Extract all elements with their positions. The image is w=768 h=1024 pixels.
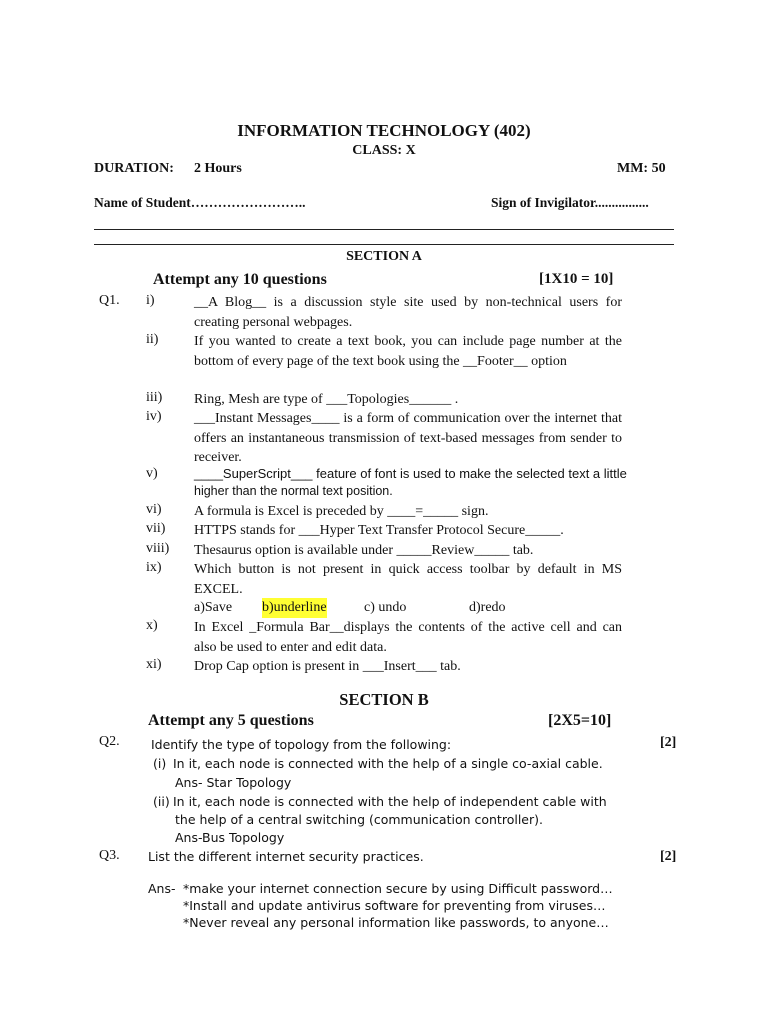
answer-text: Ans-Bus Topology — [175, 830, 285, 845]
question-text: If you wanted to create a text book, you can include page number at the bottom of every page of the text book using the __Footer__ option — [194, 334, 622, 369]
question-text: Which button is not present in quick access toolbar by default in MS EXCEL. — [194, 562, 622, 597]
question-text: ___Instant Messages____ is a form of communication over the internet that offers an instantaneous transmission of text-based messages from sender to receiver. — [194, 411, 622, 465]
answer-text: Ans- Star Topology — [175, 775, 292, 790]
question-text: Ring, Mesh are type of ___Topologies______ . — [194, 392, 459, 407]
paper-title: INFORMATION TECHNOLOGY (402) — [237, 121, 531, 140]
question-number-q2: Q2. — [99, 734, 120, 749]
option-b-highlighted: b)underline — [262, 598, 327, 618]
section-b-heading: SECTION B — [339, 690, 429, 709]
question-marks: [2] — [660, 849, 677, 864]
question-number-q3: Q3. — [99, 848, 120, 863]
class-label: CLASS: X — [352, 143, 416, 158]
question-text: __A Blog__ is a discussion style site used by non-technical users for creating personal webpages. — [194, 295, 622, 330]
answer-line: *Never reveal any personal information like passwords, to anyone… — [183, 915, 609, 930]
item-number: vi) — [146, 502, 162, 517]
item-number: i) — [146, 293, 155, 308]
question-text: A formula is Excel is preceded by ____=_____ sign. — [194, 504, 489, 519]
question-text: Identify the type of topology from the following: — [151, 737, 452, 752]
option-d: d)redo — [469, 600, 506, 615]
sub-question-number: (i) — [153, 756, 167, 771]
section-b-marks: [2X5=10] — [548, 712, 612, 729]
answer-prefix: Ans- — [148, 881, 176, 896]
sub-question-number: (ii) — [153, 794, 170, 809]
section-a-marks: [1X10 = 10] — [539, 271, 614, 287]
question-marks: [2] — [660, 735, 677, 750]
question-number-q1: Q1. — [99, 293, 120, 308]
sub-question-text: In it, each node is connected with the help of a single co-axial cable. — [173, 756, 603, 771]
invigilator-sign-field: Sign of Invigilator................ — [491, 195, 649, 210]
item-number: iv) — [146, 409, 162, 424]
section-a-instruction: Attempt any 10 questions — [153, 271, 327, 288]
sub-question-text: In it, each node is connected with the help of independent cable with — [173, 794, 607, 809]
option-c: c) undo — [364, 600, 407, 615]
student-name-field: Name of Student…………………….. — [94, 195, 306, 210]
item-number: iii) — [146, 390, 163, 405]
divider-line — [94, 244, 674, 245]
question-text: In Excel _Formula Bar__displays the contents of the active cell and can also be used to enter and edit data. — [194, 620, 622, 655]
question-text: ____SuperScript___ feature of font is used to make the selected text a little — [194, 466, 627, 481]
question-text: Thesaurus option is available under _____Review_____ tab. — [194, 543, 534, 558]
max-marks: MM: 50 — [617, 161, 666, 176]
item-number: ii) — [146, 332, 159, 347]
question-text: higher than the normal text position. — [194, 484, 393, 498]
duration-value: 2 Hours — [194, 161, 242, 176]
item-number: ix) — [146, 560, 162, 575]
item-number: v) — [146, 466, 158, 481]
answer-line: *make your internet connection secure by using Difficult password… — [183, 881, 613, 896]
section-b-instruction: Attempt any 5 questions — [148, 712, 314, 729]
item-number: vii) — [146, 521, 166, 536]
answer-line: *Install and update antivirus software for preventing from viruses… — [183, 898, 606, 913]
option-a: a)Save — [194, 600, 233, 615]
duration-label: DURATION: — [94, 161, 174, 176]
item-number: x) — [146, 618, 158, 633]
sub-question-text: the help of a central switching (communication controller). — [175, 812, 543, 827]
question-text: HTTPS stands for ___Hyper Text Transfer Protocol Secure_____. — [194, 523, 564, 538]
section-a-heading: SECTION A — [346, 249, 422, 264]
question-text: Drop Cap option is present in ___Insert___ tab. — [194, 659, 461, 674]
question-text: List the different internet security practices. — [148, 849, 424, 864]
item-number: xi) — [146, 657, 162, 672]
divider-line — [94, 229, 674, 230]
item-number: viii) — [146, 541, 170, 556]
